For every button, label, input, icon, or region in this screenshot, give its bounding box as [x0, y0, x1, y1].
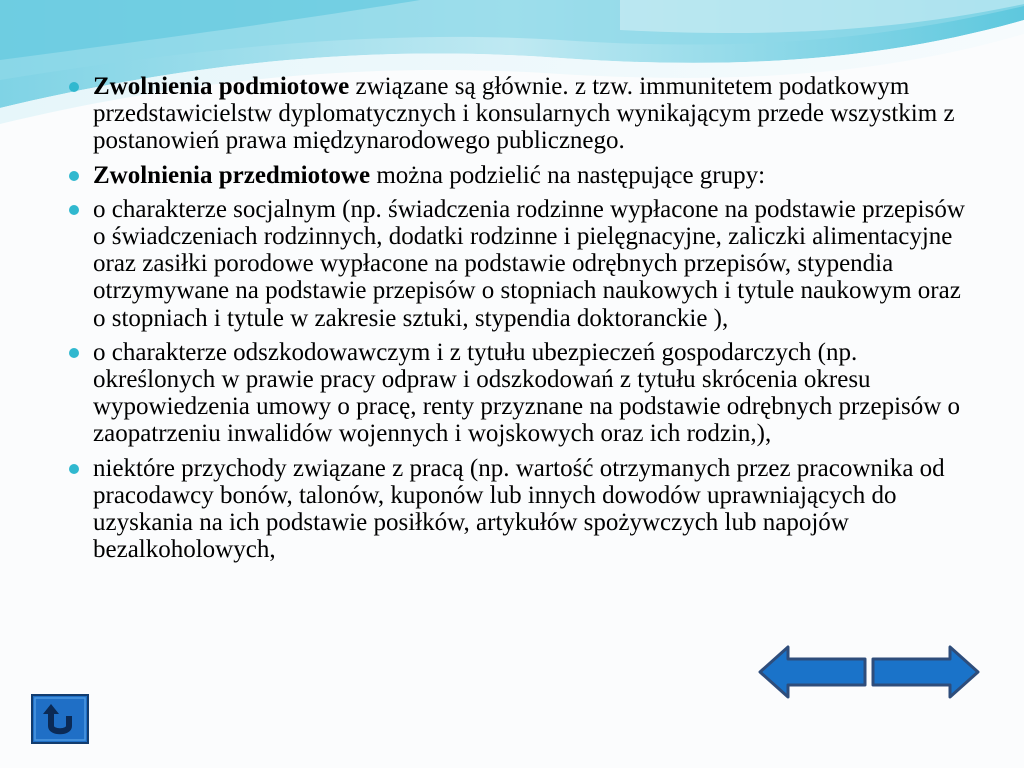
bullet-list [64, 73, 969, 570]
list-item-text: można podzielić na następujące grupy: [370, 161, 766, 189]
arrow-right-icon [873, 647, 978, 697]
bullet-icon [69, 464, 79, 474]
list-item [64, 162, 969, 189]
list-item-text: związane są głównie. z tzw. immunitetem podatkowym przedstawicielstw dyplomatycznych i konsularnych wynikającym przede wszystkim z postanowień prawa międzynarodowego publicznego. [93, 73, 955, 155]
bullet-icon [69, 171, 79, 181]
forward-button[interactable] [870, 645, 980, 699]
list-item-bold: Zwolnienia przedmiotowe [93, 161, 371, 189]
bullet-icon [69, 348, 79, 358]
list-item-text: niektóre przychody związane z pracą (np. wartość otrzymanych przez pracownika od pracodawcy bonów, talonów, kuponów lub innych dowodów uprawniających do uzyskania na ich podstawie posiłków, artykułów spożywczych lub napojów bezalkoholowych, [93, 454, 945, 564]
return-button[interactable] [31, 694, 89, 744]
arrow-left-icon [760, 647, 865, 697]
bullet-icon [69, 205, 79, 215]
back-button[interactable] [758, 645, 868, 699]
bullet-icon [69, 82, 79, 92]
list-item-text: o charakterze odszkodowawczym i z tytułu ubezpieczeń gospodarczych (np. określonych w prawie pracy odpraw i odszkodowań z tytułu skrócenia okresu wypowiedzenia umowy o pracę, renty przyznane na podstawie odrębnych przepisów o zaopatrzeniu inwalidów wojennych i wojskowych oraz ich rodzin,), [93, 338, 961, 448]
list-item [64, 339, 969, 448]
list-item [64, 73, 969, 155]
list-item [64, 196, 969, 332]
list-item-bold: Zwolnienia podmiotowe [93, 73, 350, 100]
list-item [64, 455, 969, 564]
list-item-text: o charakterze socjalnym (np. świadczenia rodzinne wypłacone na podstawie przepisów o świadczeniach rodzinnych, dodatki rodzinne i pielęgnacyjne, zaliczki alimentacyjne oraz zasiłki porodowe wypłacone na podstawie odrębnych przepisów, stypendia otrzymywane na podstawie przepisów o stopniach naukowych i tytule naukowym oraz o stopniach i tytule w zakresie sztuki, stypendia doktoranckie ), [93, 195, 965, 332]
